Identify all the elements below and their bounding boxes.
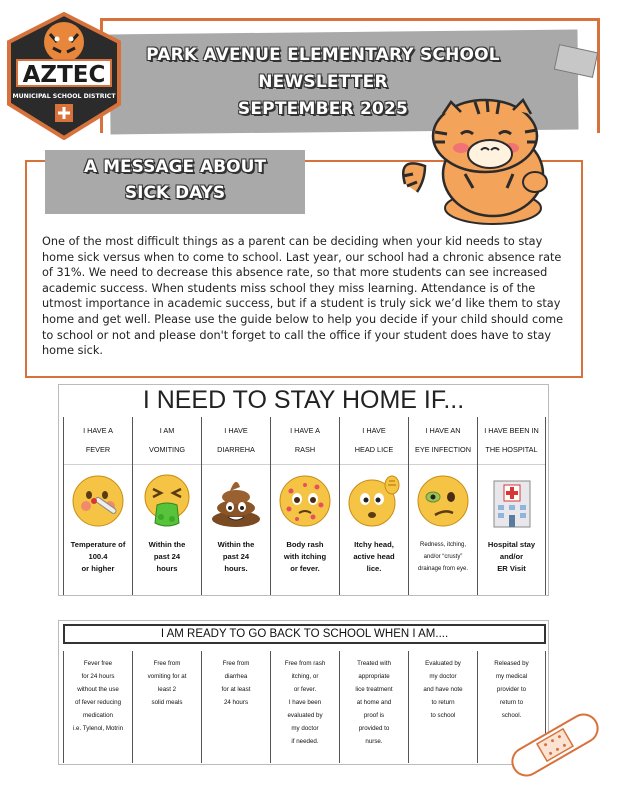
condition-column: I AM VOMITING Within the past 24 hours [132,417,201,595]
rash-face-icon [277,473,333,529]
thermometer-face-icon [70,473,126,529]
return-criteria-column: Free from vomiting for at least 2 solid meals [132,651,201,763]
hospital-icon [484,473,540,529]
stay-home-grid [63,417,546,595]
poop-icon [208,473,264,529]
condition-column: I HAVE A FEVER Temperature of 100.4 or higher [63,417,132,595]
eye-infection-face-icon [415,473,471,529]
condition-column: I HAVE BEEN IN THE HOSPITAL Hospital stay and/or ER Visit [477,417,546,595]
bandage-icon [500,705,610,785]
aztec-logo [5,12,123,140]
back-to-school-title: I AM READY TO GO BACK TO SCHOOL WHEN I AM.... [63,624,546,644]
svg-text:AZTEC: AZTEC [22,62,106,88]
lice-face-icon [346,473,402,529]
back-to-school-grid [63,651,546,763]
return-criteria-column: Evaluated by my doctor and have note to return to school [408,651,477,763]
issue-date: SEPTEMBER 2025 [237,99,409,119]
stay-home-chart [58,384,549,596]
return-criteria-column: Treated with appropriate lice treatment at home and proof is provided to nurse. [339,651,408,763]
back-to-school-chart [58,620,549,765]
return-criteria-column: Released by my medical provider to return to school. [477,651,546,763]
newsletter-label: NEWSLETTER [258,72,388,92]
message-heading: A MESSAGE ABOUT SICK DAYS [84,157,266,203]
return-criteria-column: Fever free for 24 hours without the use of fever reducing medication i.e. Tylenol, Motrin [63,651,132,763]
stay-home-title: I NEED TO STAY HOME IF... [142,386,465,414]
condition-column: I HAVE HEAD LICE Itchy head, active head lice. [339,417,408,595]
condition-column: I HAVE AN EYE INFECTION Redness, itching, and/or “crusty” drainage from eye. [408,417,477,595]
school-name: PARK AVENUE ELEMENTARY SCHOOL [146,45,500,65]
message-body: One of the most difficult things as a parent can be deciding when your kid needs to stay home sick versus when to come to school. Last year, our school had a chronic absence rate of 31%. We need to decrease this absence rate, so that more students can see increased academic success. When students miss school they miss learning. Attendance is of the utmost importance in academic success, but if a student is truly sick we’d like them to stay home and get well. Please use the guide below to help you decide if your child should come to school or not and please don't forget to call the office if your student does have to stay home sick. [42,235,564,358]
condition-column: I HAVE DIARREHA Within the past 24 hours. [201,417,270,595]
tiger-mascot-icon [395,96,570,226]
return-criteria-column: Free from diarrhea for at least 24 hours [201,651,270,763]
svg-text:MUNICIPAL SCHOOL DISTRICT: MUNICIPAL SCHOOL DISTRICT [12,93,116,100]
vomiting-face-icon [139,473,195,529]
condition-column: I HAVE A RASH Body rash with itching or fever. [270,417,339,595]
return-criteria-column: Free from rash itching, or or fever. I have been evaluated by my doctor if needed. [270,651,339,763]
